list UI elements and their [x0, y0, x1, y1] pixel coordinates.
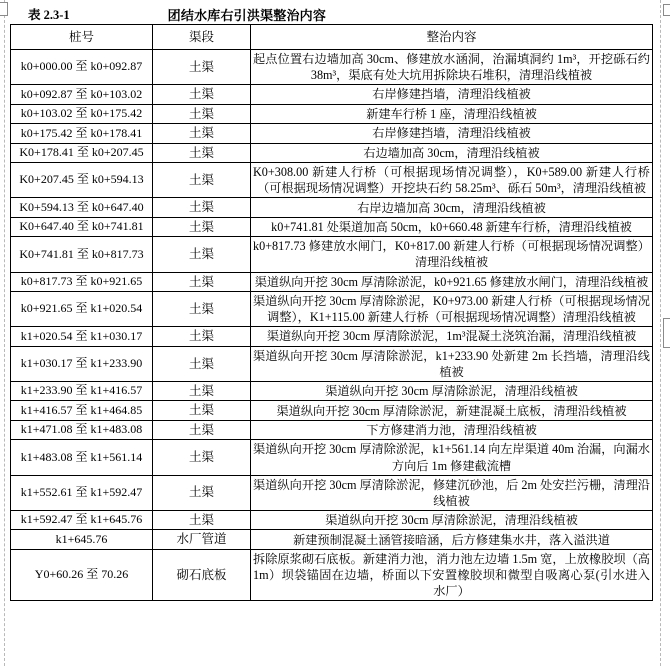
cell-segment: 土渠: [153, 440, 251, 475]
cell-work: 右岸修建挡墙，清理沿线植被: [251, 85, 653, 105]
table-row: [11, 530, 653, 550]
table-row: [11, 292, 653, 327]
page-frame-left-mark: [4, 0, 5, 666]
cell-stake: k0+175.42 至 k0+178.41: [11, 124, 153, 144]
table-row: [11, 217, 653, 237]
page-corner-mark-top-left: [0, 2, 8, 16]
table-row: [11, 475, 653, 510]
cell-work: 渠道纵向开挖 30cm 厚清除淤泥，K0+973.00 新建人行桥（可根据现场情况调整），K1+115.00 新建人行桥（可根据现场情况调整）清理沿线植被: [251, 292, 653, 327]
cell-segment: 土渠: [153, 510, 251, 530]
table-row: [11, 85, 653, 105]
cell-stake: K0+207.45 至 k0+594.13: [11, 163, 153, 198]
cell-stake: k1+592.47 至 k1+645.76: [11, 510, 153, 530]
cell-work: 渠道纵向开挖 30cm 厚清除淤泥，修建沉砂池，后 2m 处安拦污栅，清理沿线植被: [251, 475, 653, 510]
cell-work: 渠道纵向开挖 30cm 厚清除淤泥，新建混凝土底板，清理沿线植被: [251, 401, 653, 421]
table-row: [11, 420, 653, 440]
cell-work: 新建预制混凝土涵管接暗涵，后方修建集水井，落入溢洪道: [251, 530, 653, 550]
cell-segment: 土渠: [153, 163, 251, 198]
cell-stake: k1+483.08 至 k1+561.14: [11, 440, 153, 475]
cell-segment: 土渠: [153, 475, 251, 510]
cell-work: 右岸修建挡墙，清理沿线植被: [251, 124, 653, 144]
table-title: 团结水库右引洪渠整治内容: [167, 7, 327, 23]
cell-work: 右边墙加高 30cm，清理沿线植被: [251, 143, 653, 163]
table-row: [11, 163, 653, 198]
table-header: [11, 25, 653, 50]
cell-segment: 土渠: [153, 143, 251, 163]
cell-stake: k1+471.08 至 k1+483.08: [11, 420, 153, 440]
cell-stake: k0+103.02 至 k0+175.42: [11, 104, 153, 124]
cell-work: 渠道纵向开挖 30cm 厚清除淤泥，清理沿线植被: [251, 510, 653, 530]
cell-segment: 土渠: [153, 124, 251, 144]
table-row: [11, 510, 653, 530]
cell-work: 渠道纵向开挖 30cm 厚清除淤泥，k1+233.90 处新建 2m 长挡墙，清理沿线植被: [251, 346, 653, 381]
cell-stake: k1+030.17 至 k1+233.90: [11, 346, 153, 381]
table-row: [11, 440, 653, 475]
table-row: [11, 346, 653, 381]
cell-work: k0+817.73 修建放水闸门，K0+817.00 新建人行桥（可根据现场情况调整）清理沿线植被: [251, 237, 653, 272]
cell-stake: K0+178.41 至 k0+207.45: [11, 143, 153, 163]
cell-stake: K0+647.40 至 k0+741.81: [11, 217, 153, 237]
table-row: [11, 327, 653, 347]
cell-work: 新建车行桥 1 座，清理沿线植被: [251, 104, 653, 124]
table-row: [11, 272, 653, 292]
cell-stake: k1+416.57 至 k1+464.85: [11, 401, 153, 421]
cell-stake: k0+817.73 至 k0+921.65: [11, 272, 153, 292]
cell-segment: 土渠: [153, 104, 251, 124]
cell-stake: k0+000.00 至 k0+092.87: [11, 50, 153, 85]
cell-stake: Y0+60.26 至 70.26: [11, 549, 153, 600]
table-row: [11, 143, 653, 163]
cell-segment: 土渠: [153, 346, 251, 381]
table-row: [11, 50, 653, 85]
cell-stake: k0+092.87 至 k0+103.02: [11, 85, 153, 105]
cell-work: 右岸边墙加高 30cm，清理沿线植被: [251, 198, 653, 218]
cell-work: 拆除原浆砌石底板。新建消力池，消力池左边墙 1.5m 宽，上放橡胶坝（高 1m）坝袋锚固在边墙，桥面以下安置橡胶坝和微型自吸离心泵(引水进入水厂）: [251, 549, 653, 600]
cell-stake: k0+921.65 至 k1+020.54: [11, 292, 153, 327]
cell-stake: k1+020.54 至 k1+030.17: [11, 327, 153, 347]
cell-segment: 土渠: [153, 401, 251, 421]
cell-segment: 土渠: [153, 272, 251, 292]
table-number: 表 2.3-1: [28, 8, 70, 22]
cell-work: K0+308.00 新建人行桥（可根据现场情况调整），K0+589.00 新建人行桥（可根据现场情况调整）开挖块石约 58.25m³、砾石 50m³，清理沿线植被: [251, 163, 653, 198]
cell-work: 渠道纵向开挖 30cm 厚清除淤泥，清理沿线植被: [251, 381, 653, 401]
page-corner-mark-top-right: [663, 4, 670, 16]
column-header-segment: 渠段: [153, 25, 251, 50]
table-row: [11, 549, 653, 600]
cell-segment: 土渠: [153, 198, 251, 218]
column-header-stake: 桩号: [11, 25, 153, 50]
cell-segment: 土渠: [153, 327, 251, 347]
page-frame-right-mark: [660, 0, 661, 666]
cell-work: 下方修建消力池，清理沿线植被: [251, 420, 653, 440]
cell-segment: 土渠: [153, 420, 251, 440]
cell-stake: k1+233.90 至 k1+416.57: [11, 381, 153, 401]
cell-segment: 土渠: [153, 217, 251, 237]
cell-stake: K0+741.81 至 k0+817.73: [11, 237, 153, 272]
page-edge-mark-right: [663, 318, 670, 348]
table-row: [11, 198, 653, 218]
cell-segment: 砌石底板: [153, 549, 251, 600]
cell-work: k0+741.81 处渠道加高 50cm，k0+660.48 新建车行桥，清理沿线植被: [251, 217, 653, 237]
table-row: [11, 401, 653, 421]
table-row: [11, 237, 653, 272]
table-caption: [10, 4, 652, 24]
cell-segment: 土渠: [153, 381, 251, 401]
table-row: [11, 104, 653, 124]
table-body: [11, 50, 653, 601]
cell-stake: k1+552.61 至 k1+592.47: [11, 475, 153, 510]
table-header-row: [11, 25, 653, 50]
table-row: [11, 124, 653, 144]
cell-segment: 土渠: [153, 50, 251, 85]
cell-work: 渠道纵向开挖 30cm 厚清除淤泥，k0+921.65 修建放水闸门，清理沿线植被: [251, 272, 653, 292]
cell-segment: 土渠: [153, 85, 251, 105]
column-header-work: 整治内容: [251, 25, 653, 50]
cell-segment: 土渠: [153, 292, 251, 327]
cell-segment: 土渠: [153, 237, 251, 272]
cell-stake: k1+645.76: [11, 530, 153, 550]
cell-work: 渠道纵向开挖 30cm 厚清除淤泥，k1+561.14 向左岸渠道 40m 治漏，向漏水方向后 1m 修建截流槽: [251, 440, 653, 475]
remediation-content-table: [10, 24, 653, 601]
cell-work: 渠道纵向开挖 30cm 厚清除淤泥，1m³混凝土浇筑治漏，清理沿线植被: [251, 327, 653, 347]
cell-segment: 水厂管道: [153, 530, 251, 550]
table-row: [11, 381, 653, 401]
cell-work: 起点位置右边墙加高 30cm、修建放水涵洞，治漏填洞约 1m³，开挖砾石约 38m³，渠底有处大坑用拆除块石堆积，清理沿线植被: [251, 50, 653, 85]
cell-stake: K0+594.13 至 k0+647.40: [11, 198, 153, 218]
